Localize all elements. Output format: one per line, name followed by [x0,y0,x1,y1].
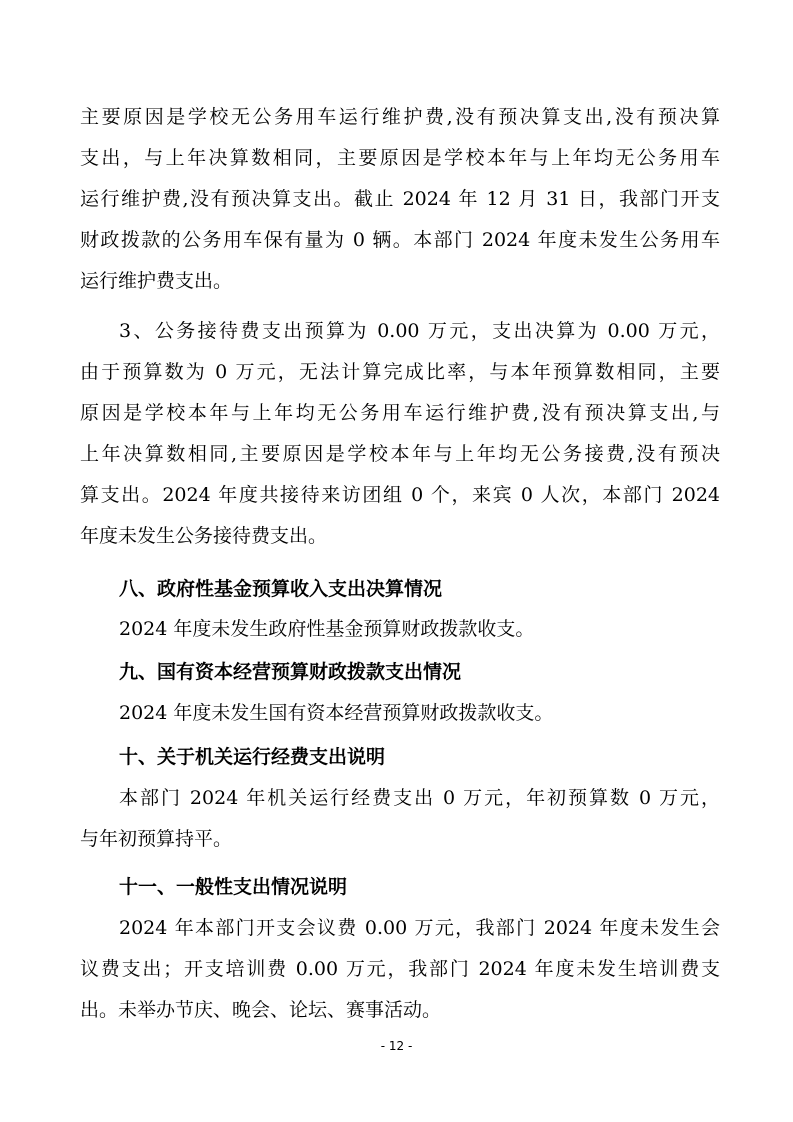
paragraph-line: 支出，与上年决算数相同，主要原因是学校本年与上年均无公务用车 [80,147,720,169]
section-heading: 十一、一般性支出情况说明 [119,876,348,898]
paragraph-line: 2024 年本部门开支会议费 0.00 万元，我部门 2024 年度未发生会 [119,917,720,939]
section-heading: 九、国有资本经营预算财政拨款支出情况 [119,661,462,683]
paragraph-line: 主要原因是学校无公务用车运行维护费,没有预决算支出,没有预决算 [80,106,720,128]
section-heading: 八、政府性基金预算收入支出决算情况 [119,578,443,600]
paragraph-line: 运行维护费支出。 [80,270,233,292]
paragraph-line: 2024 年度未发生国有资本经营预算财政拨款收支。 [119,702,554,724]
paragraph-line: 财政拨款的公务用车保有量为 0 辆。本部门 2024 年度未发生公务用车 [80,229,720,251]
paragraph-line: 2024 年度未发生政府性基金预算财政拨款收支。 [119,618,535,640]
paragraph-line: 3、公务接待费支出预算为 0.00 万元，支出决算为 0.00 万元， [119,320,720,342]
paragraph-line: 与年初预算持平。 [80,828,233,850]
page-number: - 12 - [380,1039,413,1053]
paragraph-line: 由于预算数为 0 万元，无法计算完成比率，与本年预算数相同，主要 [80,361,720,383]
paragraph-line: 年度未发生公务接待费支出。 [80,525,328,547]
paragraph-line: 本部门 2024 年机关运行经费支出 0 万元，年初预算数 0 万元， [119,787,720,809]
paragraph-line: 上年决算数相同,主要原因是学校本年与上年均无公务接费,没有预决 [80,443,720,465]
paragraph-line: 出。未举办节庆、晚会、论坛、赛事活动。 [80,999,442,1021]
paragraph-line: 算支出。2024 年度共接待来访团组 0 个，来宾 0 人次，本部门 2024 [80,484,720,506]
paragraph-line: 议费支出；开支培训费 0.00 万元，我部门 2024 年度未发生培训费支 [80,958,720,980]
paragraph-line: 运行维护费,没有预决算支出。截止 2024 年 12 月 31 日，我部门开支 [80,188,720,210]
paragraph-line: 原因是学校本年与上年均无公务用车运行维护费,没有预决算支出,与 [80,402,720,424]
section-heading: 十、关于机关运行经费支出说明 [119,746,386,768]
